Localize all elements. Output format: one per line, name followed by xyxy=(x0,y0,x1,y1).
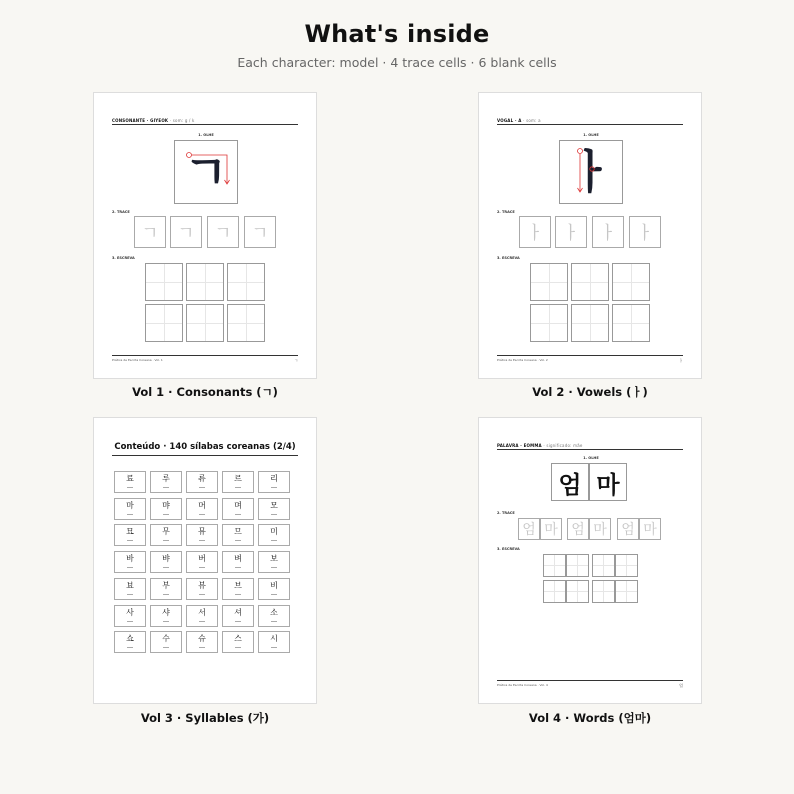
vol3-romanization-line xyxy=(199,567,205,568)
vol3-toc-title: Conteúdo · 140 sílabas coreanas (2/4) xyxy=(112,442,298,456)
vol1-stroke-order-arrow xyxy=(175,141,237,203)
vol3-page-preview xyxy=(93,417,317,704)
vol1-footer-text: Prática de Escrita Coreana · Vol. 1 xyxy=(112,358,163,362)
vol2-step-write: 3. ESCREVA xyxy=(497,256,520,260)
vol4-blank-cell xyxy=(566,554,589,577)
vol3-syllable-cell xyxy=(258,631,290,653)
vol3-syllable: 머 xyxy=(198,500,206,510)
vol4-blank-cell xyxy=(592,554,615,577)
vol3-syllable-cell xyxy=(150,471,182,493)
vol4-footer-text: Prática de Escrita Coreana · Vol. 4 xyxy=(497,683,548,687)
vol3-syllable-cell xyxy=(258,471,290,493)
vol4-header-sub: · significado: mãe xyxy=(543,443,583,448)
vol3-syllable-cell xyxy=(258,524,290,546)
vol2-footer-text: Prática de Escrita Coreana · Vol. 2 xyxy=(497,358,548,362)
vol3-romanization-line xyxy=(271,487,277,488)
vol3-romanization-line xyxy=(127,594,133,595)
vol3-syllable: 서 xyxy=(198,607,206,617)
vol4-trace-cell: 엄 xyxy=(567,518,589,540)
vol1-blank-cell xyxy=(186,304,224,342)
vol1-footer xyxy=(112,355,298,362)
vol3-romanization-line xyxy=(199,594,205,595)
vol2-blank-cell xyxy=(571,304,609,342)
vol2-page-preview xyxy=(478,92,702,379)
vol4-trace-cell: 마 xyxy=(589,518,611,540)
vol3-romanization-line xyxy=(127,487,133,488)
vol3-syllable-cell xyxy=(186,631,218,653)
vol3-syllable: 벼 xyxy=(234,554,242,564)
vol3-syllable: 리 xyxy=(270,474,278,483)
vol3-syllable-cell xyxy=(114,524,146,546)
vol3-syllable: 르 xyxy=(234,474,242,483)
vol3-syllable-cell xyxy=(150,524,182,546)
vol3-syllable: 브 xyxy=(234,580,242,590)
vol2-trace-cell: ㅏ xyxy=(555,216,587,248)
vol2-header-main: VOGAL · A xyxy=(497,118,522,123)
vol1-blank-cell xyxy=(186,263,224,301)
vol1-header-sub: · som: g / k xyxy=(169,118,195,123)
vol3-syllable-cell xyxy=(186,498,218,520)
vol3-syllable-cell xyxy=(186,578,218,600)
vol3-syllable-cell xyxy=(258,551,290,573)
vol1-header xyxy=(112,118,298,125)
vol3-romanization-line xyxy=(235,647,241,648)
vol4-trace-cell: 마 xyxy=(540,518,562,540)
vol3-syllable-cell xyxy=(114,498,146,520)
vol3-romanization-line xyxy=(235,540,241,541)
vol4-page-mark: 엄 xyxy=(679,683,683,688)
vol3-syllable: 소 xyxy=(270,607,278,617)
vol1-blank-cell xyxy=(227,263,265,301)
vol3-syllable: 루 xyxy=(162,474,170,483)
vol3-romanization-line xyxy=(127,567,133,568)
vol1-blank-cell xyxy=(145,263,183,301)
vol3-romanization-line xyxy=(235,594,241,595)
vol4-trace-cell: 엄 xyxy=(617,518,639,540)
vol3-syllable-cell xyxy=(222,498,254,520)
vol3-syllable: 쇼 xyxy=(126,634,134,644)
vol4-blank-cell xyxy=(566,580,589,603)
vol2-step-look: 1. OLHE xyxy=(583,133,599,137)
vol1-step-write: 3. ESCREVA xyxy=(112,256,135,260)
vol3-syllable: 묘 xyxy=(126,527,134,537)
vol3-syllable: 뱌 xyxy=(162,554,170,564)
vol3-romanization-line xyxy=(271,514,277,515)
vol3-romanization-line xyxy=(127,621,133,622)
vol3-romanization-line xyxy=(127,514,133,515)
page-subtitle: Each character: model · 4 trace cells · 6 blank cells xyxy=(237,55,557,70)
vol4-footer xyxy=(497,680,683,687)
vol2-blank-cell xyxy=(612,304,650,342)
vol2-blank-cell xyxy=(530,304,568,342)
vol1-step-look: 1. OLHE xyxy=(198,133,214,137)
vol3-romanization-line xyxy=(199,487,205,488)
vol3-romanization-line xyxy=(271,621,277,622)
vol3-syllable: 먀 xyxy=(162,500,170,510)
vol3-syllable: 바 xyxy=(126,554,134,564)
vol3-syllable: 류 xyxy=(198,474,206,483)
vol1-trace-cell: ㄱ xyxy=(170,216,202,248)
vol4-step-write: 3. ESCREVA xyxy=(497,547,520,551)
vol3-romanization-line xyxy=(235,487,241,488)
vol3-syllable-cell xyxy=(114,605,146,627)
vol2-trace-cell: ㅏ xyxy=(519,216,551,248)
vol3-syllable-cell xyxy=(150,631,182,653)
vol3-romanization-line xyxy=(127,540,133,541)
vol4-blank-cell xyxy=(543,554,566,577)
vol3-syllable: 셔 xyxy=(234,607,242,617)
vol3-syllable: 보 xyxy=(270,554,278,564)
vol3-caption: Vol 3 · Syllables (가) xyxy=(140,711,270,725)
vol1-trace-cell: ㄱ xyxy=(244,216,276,248)
vol3-romanization-line xyxy=(271,594,277,595)
vol3-syllable-cell xyxy=(186,471,218,493)
vol2-header-sub: · som: a xyxy=(523,118,541,123)
vol3-romanization-line xyxy=(163,487,169,488)
vol1-header-main: CONSONANTE · GIYEOK xyxy=(112,118,169,123)
vol3-syllable-cell xyxy=(150,551,182,573)
vol1-trace-cell: ㄱ xyxy=(207,216,239,248)
vol3-syllable-cell xyxy=(114,578,146,600)
vol4-blank-cell xyxy=(543,580,566,603)
vol3-syllable: 료 xyxy=(126,474,134,483)
vol3-syllable: 스 xyxy=(234,634,242,644)
vol3-syllable-cell xyxy=(114,471,146,493)
vol2-model-glyph: ㅏ xyxy=(568,145,614,199)
vol4-blank-cell xyxy=(615,554,638,577)
vol3-syllable-cell xyxy=(222,471,254,493)
vol2-header xyxy=(497,118,683,125)
vol3-syllable: 수 xyxy=(162,634,170,644)
vol1-blank-cell xyxy=(227,304,265,342)
vol3-romanization-line xyxy=(163,514,169,515)
vol1-blank-cell xyxy=(145,304,183,342)
vol4-header xyxy=(497,443,683,450)
vol3-romanization-line xyxy=(271,567,277,568)
vol4-model-syllable: 마 xyxy=(589,463,627,501)
vol4-trace-cell: 엄 xyxy=(518,518,540,540)
vol3-syllable-cell xyxy=(150,578,182,600)
vol3-syllable-cell xyxy=(150,498,182,520)
vol3-syllable-cell xyxy=(258,578,290,600)
vol4-page-preview xyxy=(478,417,702,704)
vol3-syllable: 버 xyxy=(198,554,206,564)
vol3-romanization-line xyxy=(127,647,133,648)
vol4-step-trace: 2. TRACE xyxy=(497,511,515,515)
vol3-syllable: 모 xyxy=(270,500,278,510)
vol3-syllable: 비 xyxy=(270,580,278,590)
vol4-caption: Vol 4 · Words (엄마) xyxy=(528,711,652,725)
vol4-model-syllable: 엄 xyxy=(551,463,589,501)
vol2-trace-cell: ㅏ xyxy=(592,216,624,248)
vol3-romanization-line xyxy=(163,621,169,622)
vol3-syllable: 마 xyxy=(126,500,134,510)
vol3-syllable-cell xyxy=(222,524,254,546)
vol3-syllable-cell xyxy=(186,551,218,573)
vol3-romanization-line xyxy=(199,621,205,622)
vol3-syllable: 슈 xyxy=(198,634,206,644)
vol2-stroke-order-arrow xyxy=(560,141,622,203)
vol2-page-mark: ㅏ xyxy=(679,358,683,363)
vol3-romanization-line xyxy=(271,540,277,541)
vol3-romanization-line xyxy=(235,621,241,622)
vol2-caption: Vol 2 · Vowels (ㅏ) xyxy=(532,385,648,399)
vol3-syllable-cell xyxy=(222,631,254,653)
vol3-romanization-line xyxy=(163,567,169,568)
vol1-trace-cell: ㄱ xyxy=(134,216,166,248)
vol1-model-glyph: ㄱ xyxy=(183,145,229,199)
vol3-syllable: 무 xyxy=(162,527,170,537)
vol3-romanization-line xyxy=(163,647,169,648)
vol4-trace-cell: 마 xyxy=(639,518,661,540)
vol3-syllable: 시 xyxy=(270,634,278,644)
vol2-model-box xyxy=(559,140,623,204)
vol4-header-main: PALAVRA · EOMMA xyxy=(497,443,542,448)
vol3-romanization-line xyxy=(271,647,277,648)
vol3-syllable-cell xyxy=(114,631,146,653)
vol1-page-preview xyxy=(93,92,317,379)
vol3-syllable: 므 xyxy=(234,527,242,537)
vol3-syllable: 샤 xyxy=(162,607,170,617)
page-title: What's inside xyxy=(304,20,490,48)
vol3-syllable-cell xyxy=(186,605,218,627)
vol2-blank-cell xyxy=(612,263,650,301)
vol2-trace-cell: ㅏ xyxy=(629,216,661,248)
vol3-syllable-cell xyxy=(114,551,146,573)
vol3-syllable-cell xyxy=(222,578,254,600)
vol3-romanization-line xyxy=(199,647,205,648)
vol3-romanization-line xyxy=(199,540,205,541)
vol4-blank-cell xyxy=(615,580,638,603)
vol3-syllable: 사 xyxy=(126,607,134,617)
vol3-syllable: 며 xyxy=(234,500,242,510)
vol2-blank-cell xyxy=(530,263,568,301)
vol3-romanization-line xyxy=(163,540,169,541)
vol2-footer xyxy=(497,355,683,362)
vol1-step-trace: 2. TRACE xyxy=(112,210,130,214)
vol3-romanization-line xyxy=(199,514,205,515)
vol3-syllable-cell xyxy=(222,605,254,627)
vol3-syllable: 미 xyxy=(270,527,278,537)
vol3-syllable-cell xyxy=(186,524,218,546)
vol3-syllable: 부 xyxy=(162,580,170,590)
vol3-syllable-cell xyxy=(222,551,254,573)
vol3-romanization-line xyxy=(163,594,169,595)
vol3-syllable-cell xyxy=(258,498,290,520)
vol3-syllable: 뵤 xyxy=(126,580,134,590)
vol3-syllable-cell xyxy=(258,605,290,627)
vol1-model-box xyxy=(174,140,238,204)
vol3-syllable: 뷰 xyxy=(198,580,206,590)
vol2-blank-cell xyxy=(571,263,609,301)
vol3-romanization-line xyxy=(235,514,241,515)
vol3-syllable: 뮤 xyxy=(198,527,206,537)
vol1-caption: Vol 1 · Consonants (ㄱ) xyxy=(132,385,278,399)
vol3-syllable-cell xyxy=(150,605,182,627)
vol4-blank-cell xyxy=(592,580,615,603)
vol2-step-trace: 2. TRACE xyxy=(497,210,515,214)
vol1-page-mark: ㄱ xyxy=(294,358,298,363)
vol3-romanization-line xyxy=(235,567,241,568)
vol4-step-look: 1. OLHE xyxy=(583,456,599,460)
